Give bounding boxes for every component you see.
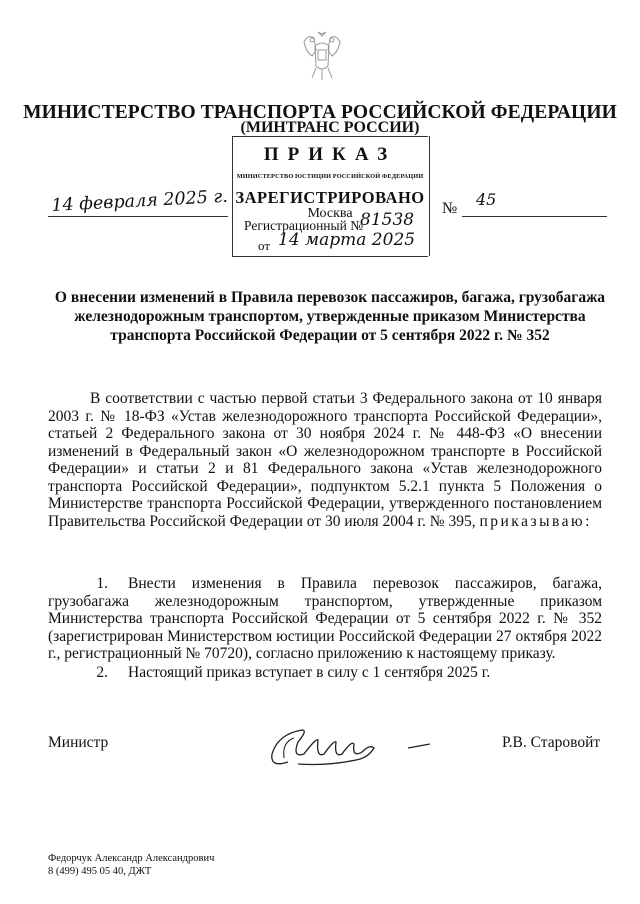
signatory-position: Министр: [48, 734, 109, 751]
stamp-registered: ЗАРЕГИСТРИРОВАНО: [235, 188, 425, 207]
order-item-2: [48, 664, 602, 682]
stamp-date-value: 14 марта 2025: [278, 230, 416, 250]
stamp-date-label: от: [258, 238, 271, 253]
order-item-1: [48, 575, 602, 663]
stamp-border-bottom: [232, 256, 428, 257]
stamp-city: Москва: [307, 206, 353, 221]
item-text: Настоящий приказ вступает в силу с 1 сентября 2025 г.: [128, 664, 491, 681]
item-number: 2.: [96, 664, 108, 681]
ministry-abbreviation: (МИНТРАНС РОССИИ): [240, 119, 420, 136]
executor-phone: 8 (499) 495 05 40, ДЖТ: [48, 866, 152, 877]
item-text: Внести изменения в Правила перевозок пассажиров, багажа, грузобагажа железнодорожным транспортом, утвержденные приказом Министерства транспорта Российской Федерации от 5 сентября 2022 г. № 352 (зарегистрирован Министерством юстиции Российской Федерации 27 октября 2022 г., регистрационный № 70720), согласно приложению к настоящему приказу.: [48, 575, 602, 662]
number-underline: [462, 216, 607, 217]
document-type: ПРИКАЗ: [263, 144, 397, 165]
stamp-number-value: 81538: [360, 210, 415, 230]
preamble-text: В соответствии с частью первой статьи 3 Федерального закона от 10 января 2003 г. № 18-ФЗ «Устав железнодорожного транспорта Российской Федерации», статьей 2 Федерального закона от 30 ноября 2024 г. № 448-ФЗ «О внесении изменений в Федеральный закон «О железнодорожном транспорте в Российской Федерации» и статьи 2 и 81 Федерального закона «Устав железнодорожного транспорта Российской Федерации», подпунктом 5.2.1 пункта 5 Положения о Министерстве транспорта Российской Федерации, утвержденного постановлением Правительства Российской Федерации от 30 июля 2004 г. № 395,: [48, 390, 602, 530]
stamp-number-label: Регистрационный №: [244, 218, 364, 233]
ministry-title: МИНИСТЕРСТВО ТРАНСПОРТА РОССИЙСКОЙ ФЕДЕРАЦИИ: [23, 102, 617, 123]
preamble: [48, 390, 602, 530]
order-date: 14 февраля 2025 г.: [50, 186, 229, 216]
item-number: 1.: [96, 575, 108, 592]
executor-info: [48, 852, 214, 878]
stamp-org: МИНИСТЕРСТВО ЮСТИЦИИ РОССИЙСКОЙ ФЕДЕРАЦИИ: [236, 173, 424, 180]
order-number-label: №: [442, 200, 458, 217]
order-word: приказываю:: [479, 512, 592, 530]
date-underline: [48, 216, 228, 217]
order-subject: О внесении изменений в Правила перевозок пассажиров, багажа, грузобагажа железнодорожным транспортом, утвержденные приказом Министерства транспорта Российской Федерации от 5 сентября 2022 г. № 352: [54, 289, 606, 344]
signatory-name: Р.В. Старовойт: [502, 734, 601, 751]
order-number: 45: [476, 190, 497, 209]
executor-name: Федорчук Александр Александрович: [48, 853, 215, 864]
signature-image: [258, 718, 438, 782]
coat-of-arms-emblem: [300, 30, 344, 82]
